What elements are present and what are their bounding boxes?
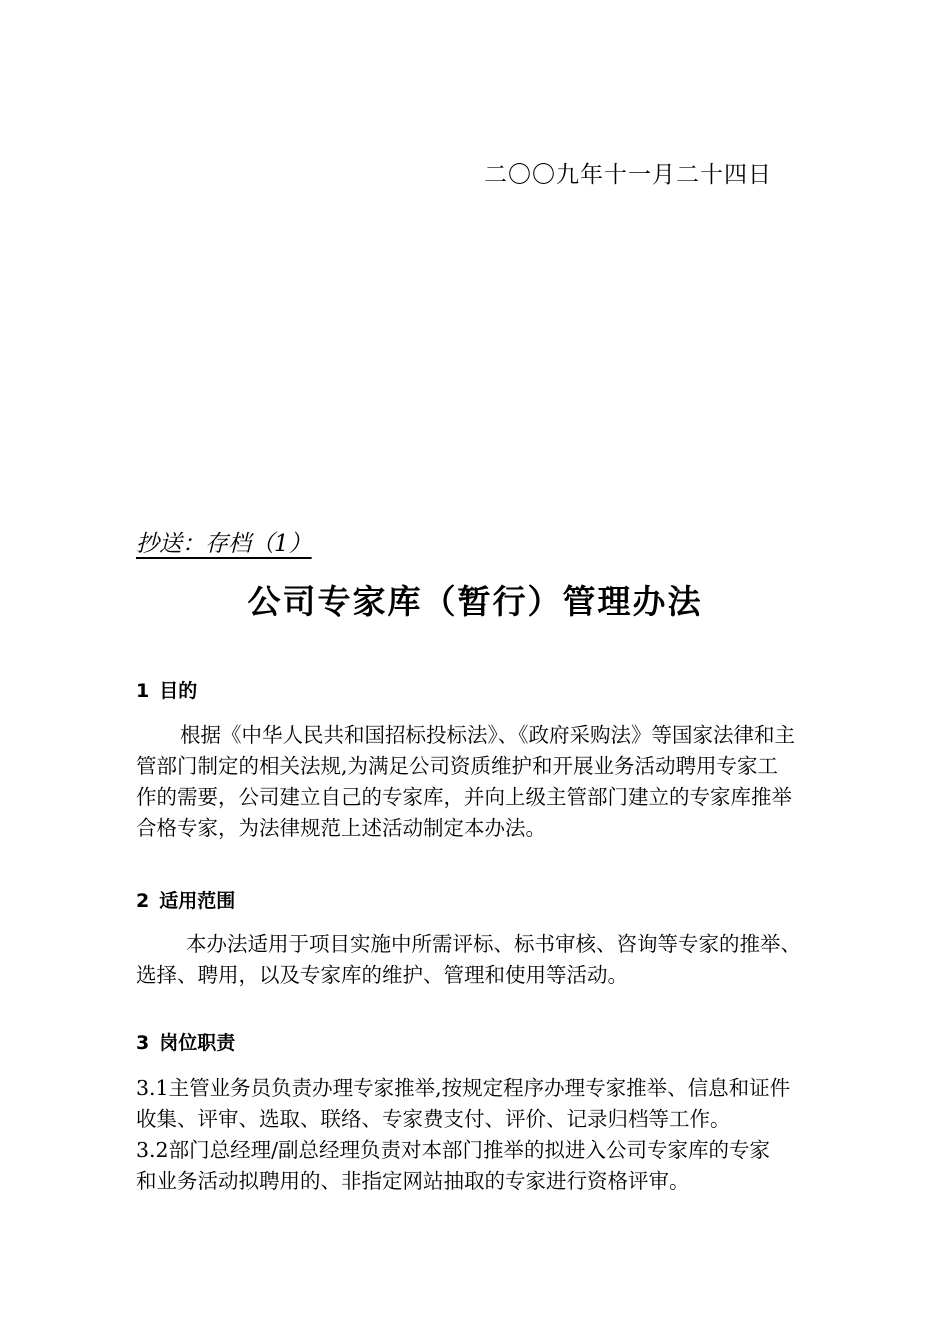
paragraph-line: 选择、聘用，以及专家库的维护、管理和使用等活动。	[136, 963, 628, 987]
document-title: 公司专家库（暂行）管理办法	[247, 582, 703, 621]
document-date: 二〇〇九年十一月二十四日	[484, 162, 772, 188]
paragraph-line: 收集、评审、选取、联络、专家费支付、评价、记录归档等工作。	[136, 1107, 731, 1131]
paragraph-line: 合格专家，为法律规范上述活动制定本办法。	[136, 816, 546, 840]
paragraph-line: 根据《中华人民共和国招标投标法》、《政府采购法》等国家法律和主	[180, 723, 795, 747]
section-number: 1	[136, 680, 150, 702]
section-body-duties	[136, 1073, 856, 1197]
section-title: 岗位职责	[159, 1032, 236, 1054]
cc-line: 抄送：存档（1）	[136, 531, 312, 557]
paragraph-line: 3.2部门总经理/副总经理负责对本部门推举的拟进入公司专家库的专家	[136, 1138, 771, 1162]
section-heading-purpose	[136, 676, 197, 703]
section-title: 适用范围	[159, 890, 236, 912]
section-heading-scope	[136, 886, 235, 913]
paragraph-line: 3.1主管业务员负责办理专家推举,按规定程序办理专家推举、信息和证件	[136, 1076, 791, 1100]
paragraph-line: 管部门制定的相关法规,为满足公司资质维护和开展业务活动聘用专家工	[136, 754, 779, 778]
section-body-purpose	[136, 720, 856, 844]
section-number: 2	[136, 890, 150, 912]
section-number: 3	[136, 1032, 150, 1054]
paragraph-line: 作的需要，公司建立自己的专家库，并向上级主管部门建立的专家库推举	[136, 785, 792, 809]
section-body-scope	[136, 929, 856, 991]
paragraph-line: 和业务活动拟聘用的、非指定网站抽取的专家进行资格评审。	[136, 1169, 690, 1193]
paragraph-line: 本办法适用于项目实施中所需评标、标书审核、咨询等专家的推举、	[186, 932, 801, 956]
section-heading-duties	[136, 1028, 235, 1055]
section-title: 目的	[159, 680, 198, 702]
